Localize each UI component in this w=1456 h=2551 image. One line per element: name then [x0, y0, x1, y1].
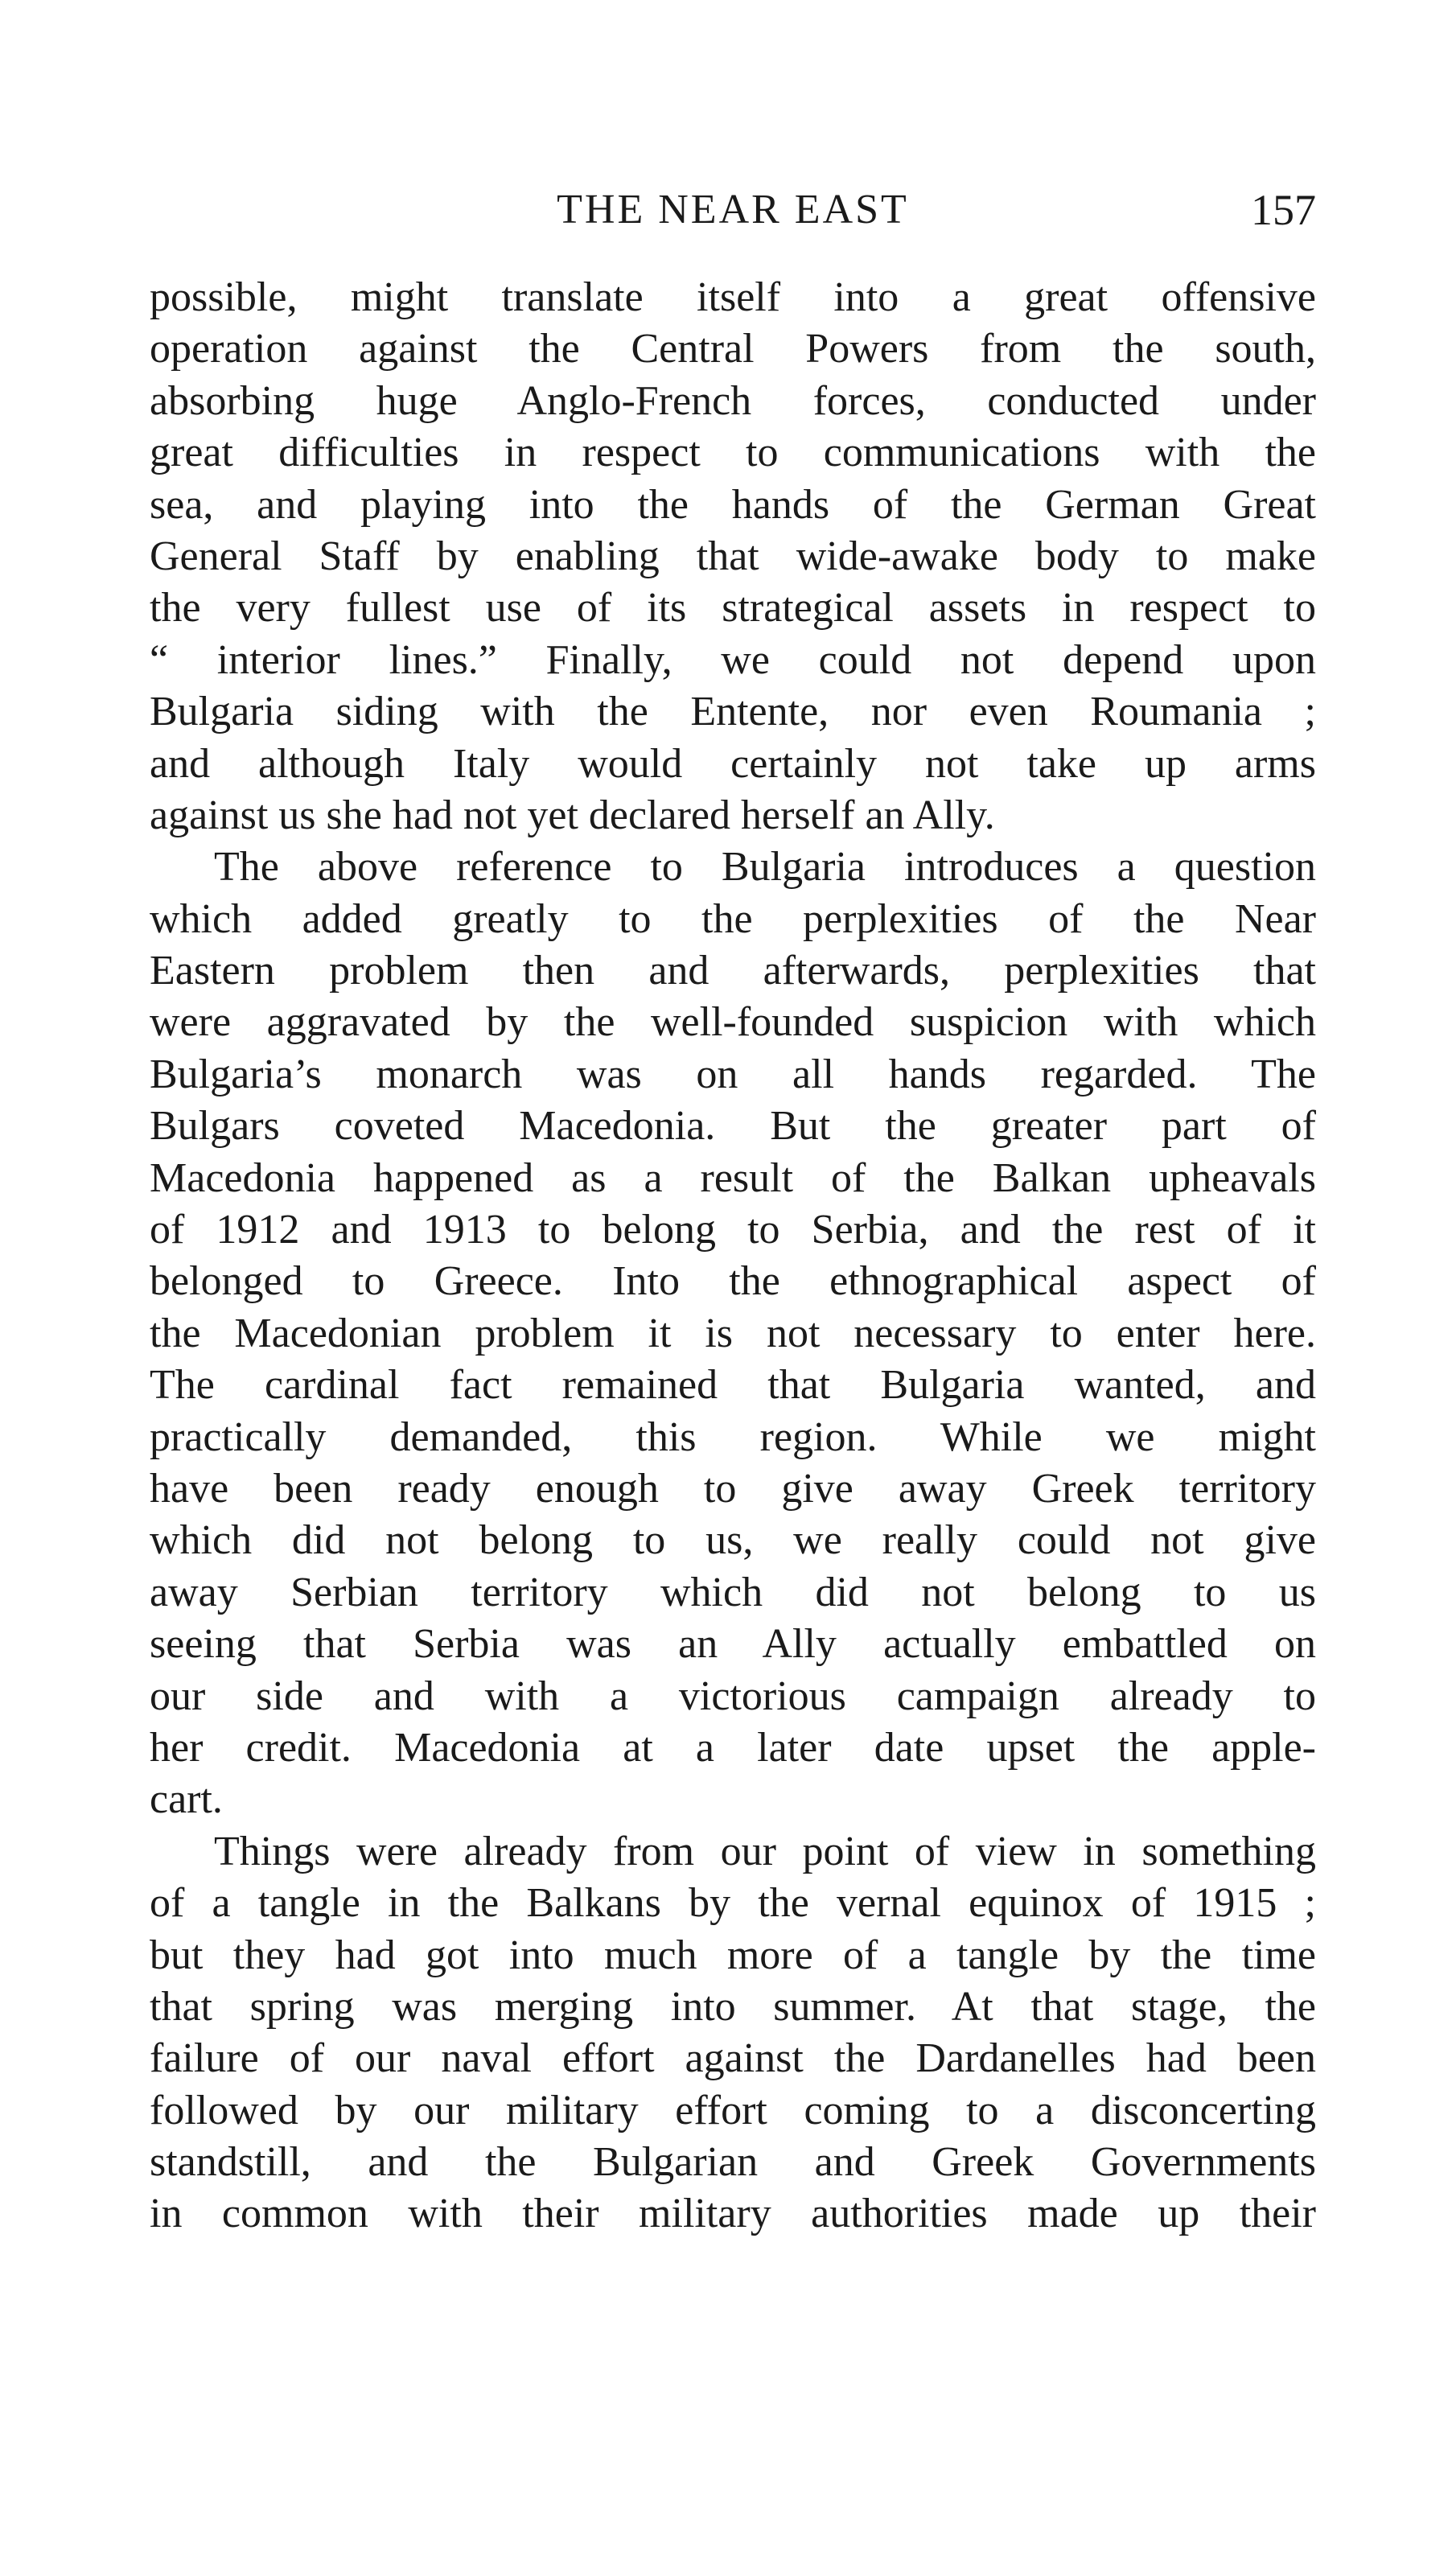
paragraph-3 — [150, 1826, 1316, 2240]
text-line: have been ready enough to give away Greek territory — [150, 1465, 1316, 1512]
page-number: 157 — [1251, 186, 1316, 234]
text-line: the very fullest use of its strategical assets in respect to — [150, 585, 1316, 632]
text-line: belonged to Greece. Into the ethnographical aspect of — [150, 1258, 1316, 1305]
text-line: Bulgars coveted Macedonia. But the greater part of — [150, 1103, 1316, 1150]
text-line: seeing that Serbia was an Ally actually embattled on — [150, 1621, 1316, 1668]
text-line: against us she had not yet declared herself an Ally. — [150, 792, 995, 838]
text-line: Bulgaria siding with the Entente, nor even Roumania ; — [150, 689, 1316, 735]
text-line: General Staff by enabling that wide-awake body to make — [150, 533, 1316, 579]
text-line: of 1912 and 1913 to belong to Serbia, and the rest of it — [150, 1207, 1316, 1253]
text-line: great difficulties in respect to communications with the — [150, 430, 1316, 476]
text-line: followed by our military effort coming to a disconcerting — [150, 2087, 1316, 2133]
text-line: Things were already from our point of view in something — [214, 1828, 1316, 1874]
text-line: failure of our naval effort against the Dardanelles had been — [150, 2035, 1316, 2082]
text-line: possible, might translate itself into a great offensive — [150, 274, 1316, 320]
text-line: but they had got into much more of a tangle by the time — [150, 1932, 1316, 1978]
text-line: Bulgaria’s monarch was on all hands regarded. The — [150, 1051, 1316, 1097]
text-line: in common with their military authorities made up their — [150, 2191, 1316, 2237]
text-line: practically demanded, this region. While we might — [150, 1413, 1316, 1460]
text-line: cart. — [150, 1776, 223, 1823]
text-line: standstill, and the Bulgarian and Greek Governments — [150, 2139, 1316, 2186]
running-head: THE NEAR EAST — [557, 187, 909, 232]
text-line: The cardinal fact remained that Bulgaria wanted, and — [150, 1362, 1316, 1409]
paragraph-2 — [150, 841, 1316, 1825]
text-line: the Macedonian problem it is not necessary to enter here. — [150, 1310, 1316, 1356]
text-line: operation against the Central Powers from the south, — [150, 326, 1316, 372]
text-line: which did not belong to us, we really could not give — [150, 1517, 1316, 1564]
text-line: Eastern problem then and afterwards, perplexities that — [150, 948, 1316, 994]
text-line: Macedonia happened as a result of the Balkan upheavals — [150, 1154, 1316, 1201]
text-line: our side and with a victorious campaign already to — [150, 1673, 1316, 1719]
page-header — [150, 182, 1316, 238]
text-line: which added greatly to the perplexities of the Near — [150, 895, 1316, 942]
text-line: and although Italy would certainly not take up arms — [150, 740, 1316, 787]
text-line: absorbing huge Anglo-French forces, conducted under — [150, 377, 1316, 424]
text-line: away Serbian territory which did not belong to us — [150, 1569, 1316, 1615]
body-text — [150, 272, 1316, 2240]
text-line: “ interior lines.” Finally, we could not depend upon — [150, 636, 1316, 683]
text-line: sea, and playing into the hands of the German Great — [150, 481, 1316, 528]
text-line: The above reference to Bulgaria introduces a question — [214, 844, 1316, 891]
text-line: were aggravated by the well-founded suspicion with which — [150, 999, 1316, 1046]
paragraph-1 — [150, 272, 1316, 841]
text-line: her credit. Macedonia at a later date upset the apple- — [150, 1724, 1316, 1771]
text-line: of a tangle in the Balkans by the vernal equinox of 1915 ; — [150, 1880, 1316, 1927]
text-line: that spring was merging into summer. At that stage, the — [150, 1983, 1316, 2030]
